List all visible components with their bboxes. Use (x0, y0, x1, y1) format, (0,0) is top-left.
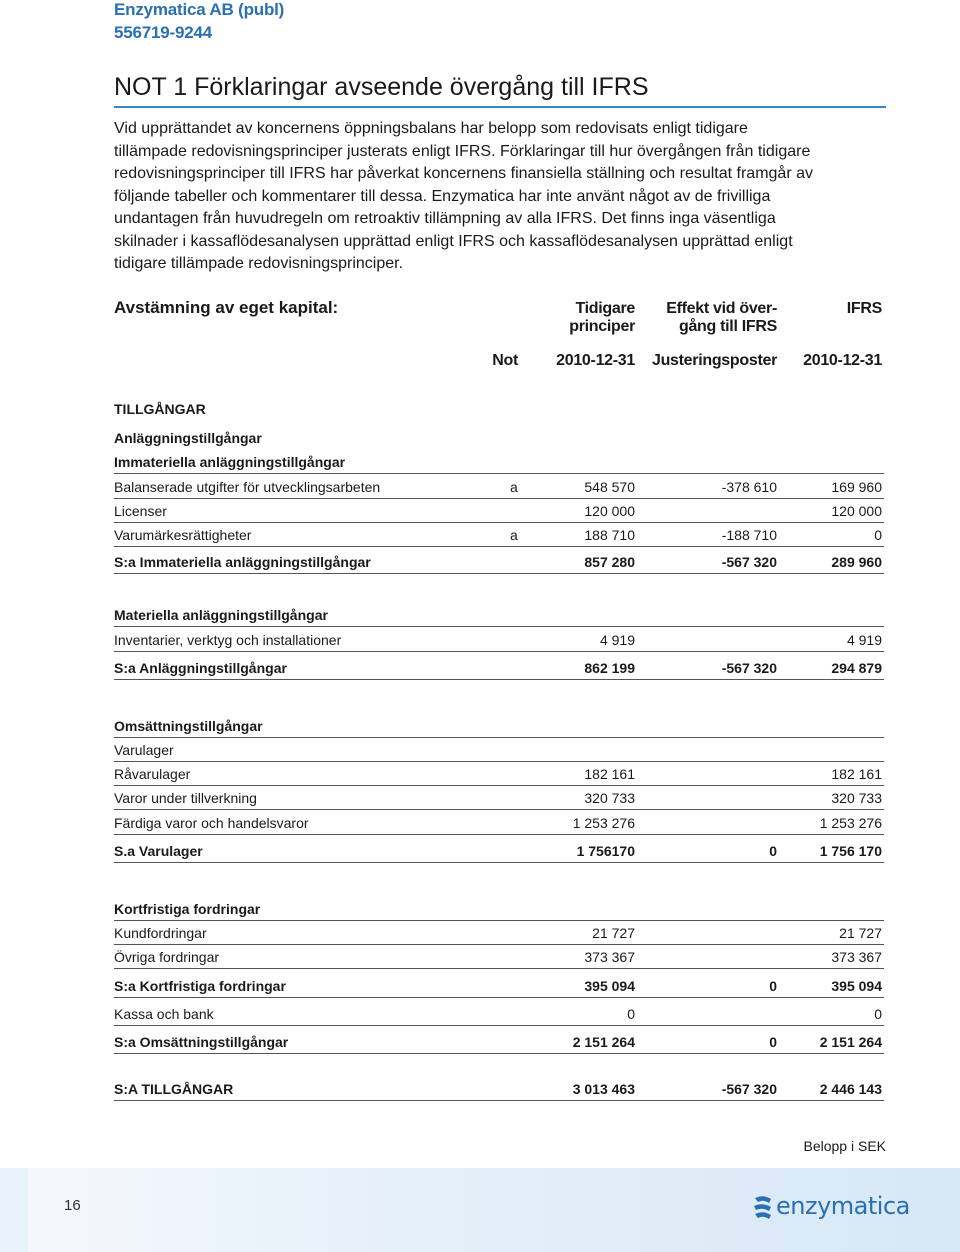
row-label: S:A TILLGÅNGAR (114, 1081, 234, 1097)
intro-paragraph: Vid upprättandet av koncernens öppningsbalans har belopp som redovisats enligt tidigare tillämpade redovisningsprinciper justerats enligt IFRS. Förklaringar till hur övergången från tidigare redovisningsprinciper till IFRS har påverkat koncernens finansiella ställning och resultat framgår av följande tabeller och kommentarer till dessa. Enzymatica har inte använt något av de frivilliga undantagen från huvudregeln om retroaktiv tillämpning av alla IFRS. Det finns inga väsentliga skilnader i kassaflödesanalysen upprättad enligt IFRS och kassaflödesanalysen upprättad enligt tidigare tillämpade redovisningsprinciper. (114, 120, 813, 272)
row-value-previous: 1 253 276 (572, 815, 635, 831)
row-value-ifrs: 0 (874, 1006, 882, 1022)
row-value-previous: 188 710 (584, 527, 635, 543)
row-value-previous: 373 367 (584, 949, 635, 965)
row-value-previous: 1 756170 (576, 843, 635, 859)
row-value-previous: 320 733 (584, 790, 635, 806)
row-note: a (510, 527, 518, 543)
row-label: Varulager (114, 742, 174, 758)
row-value-ifrs: 21 727 (839, 925, 882, 941)
row-value-adjustment: 0 (769, 843, 777, 859)
row-value-previous: 2 151 264 (572, 1034, 635, 1050)
row-label: Licenser (114, 503, 167, 519)
row-value-ifrs: 182 161 (831, 766, 882, 782)
table-row (114, 763, 884, 786)
row-value-ifrs: 289 960 (831, 554, 882, 570)
row-value-adjustment: -567 320 (721, 1081, 777, 1097)
row-label: S:a Omsättningstillgångar (114, 1034, 289, 1050)
row-value-ifrs: 2 151 264 (819, 1034, 882, 1050)
column-header-line: Effekt vid över- (666, 300, 777, 317)
row-value-ifrs: 294 879 (831, 660, 882, 676)
row-label: Färdiga varor och handelsvaror (114, 815, 309, 831)
column-header-ifrs-effect (640, 300, 777, 336)
row-value-previous: 857 280 (584, 554, 635, 570)
row-label: Kassa och bank (114, 1006, 214, 1022)
row-label: Balanserade utgifter för utvecklingsarbeten (114, 479, 381, 495)
row-value-previous: 182 161 (584, 766, 635, 782)
subheader-date-ifrs: 2010-12-31 (803, 352, 882, 369)
row-value-ifrs: 1 253 276 (819, 815, 882, 831)
enzymatica-logo (752, 1192, 910, 1226)
logo-text: enzymatica (776, 1192, 910, 1220)
row-label: S:a Kortfristiga fordringar (114, 978, 286, 994)
row-value-previous: 3 013 463 (572, 1081, 635, 1097)
table-row (114, 629, 884, 652)
table-row (114, 840, 884, 863)
row-label: Inventarier, verktyg och installationer (114, 632, 342, 648)
table-row (114, 604, 884, 627)
table-row (114, 657, 884, 680)
table-row (114, 500, 884, 523)
row-value-ifrs: 120 000 (831, 503, 882, 519)
row-value-previous: 862 199 (584, 660, 635, 676)
row-value-previous: 120 000 (584, 503, 635, 519)
row-label: Råvarulager (114, 766, 191, 782)
subheader-date-previous: 2010-12-31 (556, 352, 635, 369)
table-row (114, 1031, 884, 1054)
table-row (114, 922, 884, 945)
row-note: a (510, 479, 518, 495)
subheader-note: Not (492, 352, 518, 369)
row-label: Anläggningstillgångar (114, 430, 262, 446)
table-row (114, 739, 884, 762)
row-value-adjustment: 0 (769, 1034, 777, 1050)
table-row (114, 398, 884, 420)
row-value-adjustment: -378 610 (721, 479, 777, 495)
row-label: Övriga fordringar (114, 949, 220, 965)
row-label: Kundfordringar (114, 925, 207, 941)
subheader-adjustments: Justeringsposter (651, 352, 777, 369)
company-number: 556719-9244 (114, 23, 213, 42)
row-label: Omsättningstillgångar (114, 718, 263, 734)
row-value-ifrs: 4 919 (846, 632, 882, 648)
column-header-ifrs: IFRS (846, 300, 882, 317)
row-label: TILLGÅNGAR (114, 401, 206, 417)
note-title: NOT 1 Förklaringar avseende övergång till IFRS (114, 72, 886, 108)
table-row (114, 946, 884, 969)
table-row (114, 787, 884, 810)
row-value-adjustment: -567 320 (721, 660, 777, 676)
row-value-ifrs: 1 756 170 (819, 843, 882, 859)
row-value-ifrs: 395 094 (831, 978, 882, 994)
table-row (114, 898, 884, 921)
row-label: Kortfristiga fordringar (114, 901, 261, 917)
row-value-previous: 4 919 (599, 632, 635, 648)
row-value-adjustment: -567 320 (721, 554, 777, 570)
column-header-line: principer (569, 318, 635, 335)
row-label: Immateriella anläggningstillgångar (114, 454, 346, 470)
table-row (114, 715, 884, 738)
table-row (114, 524, 884, 547)
row-value-previous: 0 (627, 1006, 635, 1022)
table-row (114, 812, 884, 835)
column-header-line: Tidigare (575, 300, 635, 317)
column-header-line: gång till IFRS (678, 318, 777, 335)
row-label: S.a Varulager (114, 843, 203, 859)
row-value-ifrs: 0 (874, 527, 882, 543)
row-value-ifrs: 2 446 143 (819, 1081, 882, 1097)
currency-note: Belopp i SEK (803, 1138, 886, 1154)
row-label: S:a Immateriella anläggningstillgångar (114, 554, 371, 570)
row-value-ifrs: 320 733 (831, 790, 882, 806)
table-row (114, 427, 884, 449)
row-value-adjustment: -188 710 (721, 527, 777, 543)
table-row (114, 551, 884, 574)
table-row (114, 451, 884, 474)
row-value-ifrs: 373 367 (831, 949, 882, 965)
table-row (114, 975, 884, 998)
row-label: Varor under tillverkning (114, 790, 257, 806)
table-row (114, 1003, 884, 1026)
row-value-previous: 548 570 (584, 479, 635, 495)
row-value-previous: 21 727 (592, 925, 635, 941)
row-label: Varumärkesrättigheter (114, 527, 252, 543)
table-row (114, 476, 884, 499)
page-number: 16 (64, 1197, 81, 1214)
row-value-previous: 395 094 (584, 978, 635, 994)
row-value-ifrs: 169 960 (831, 479, 882, 495)
column-header-previous-principles (535, 300, 635, 336)
enzymatica-logo-mark-icon (752, 1194, 774, 1222)
reconciliation-heading: Avstämning av eget kapital: (114, 298, 339, 317)
table-row-total (114, 1078, 884, 1101)
company-name: Enzymatica AB (publ) (114, 0, 285, 19)
row-value-adjustment: 0 (769, 978, 777, 994)
row-label: Materiella anläggningstillgångar (114, 607, 328, 623)
row-label: S:a Anläggningstillgångar (114, 660, 287, 676)
